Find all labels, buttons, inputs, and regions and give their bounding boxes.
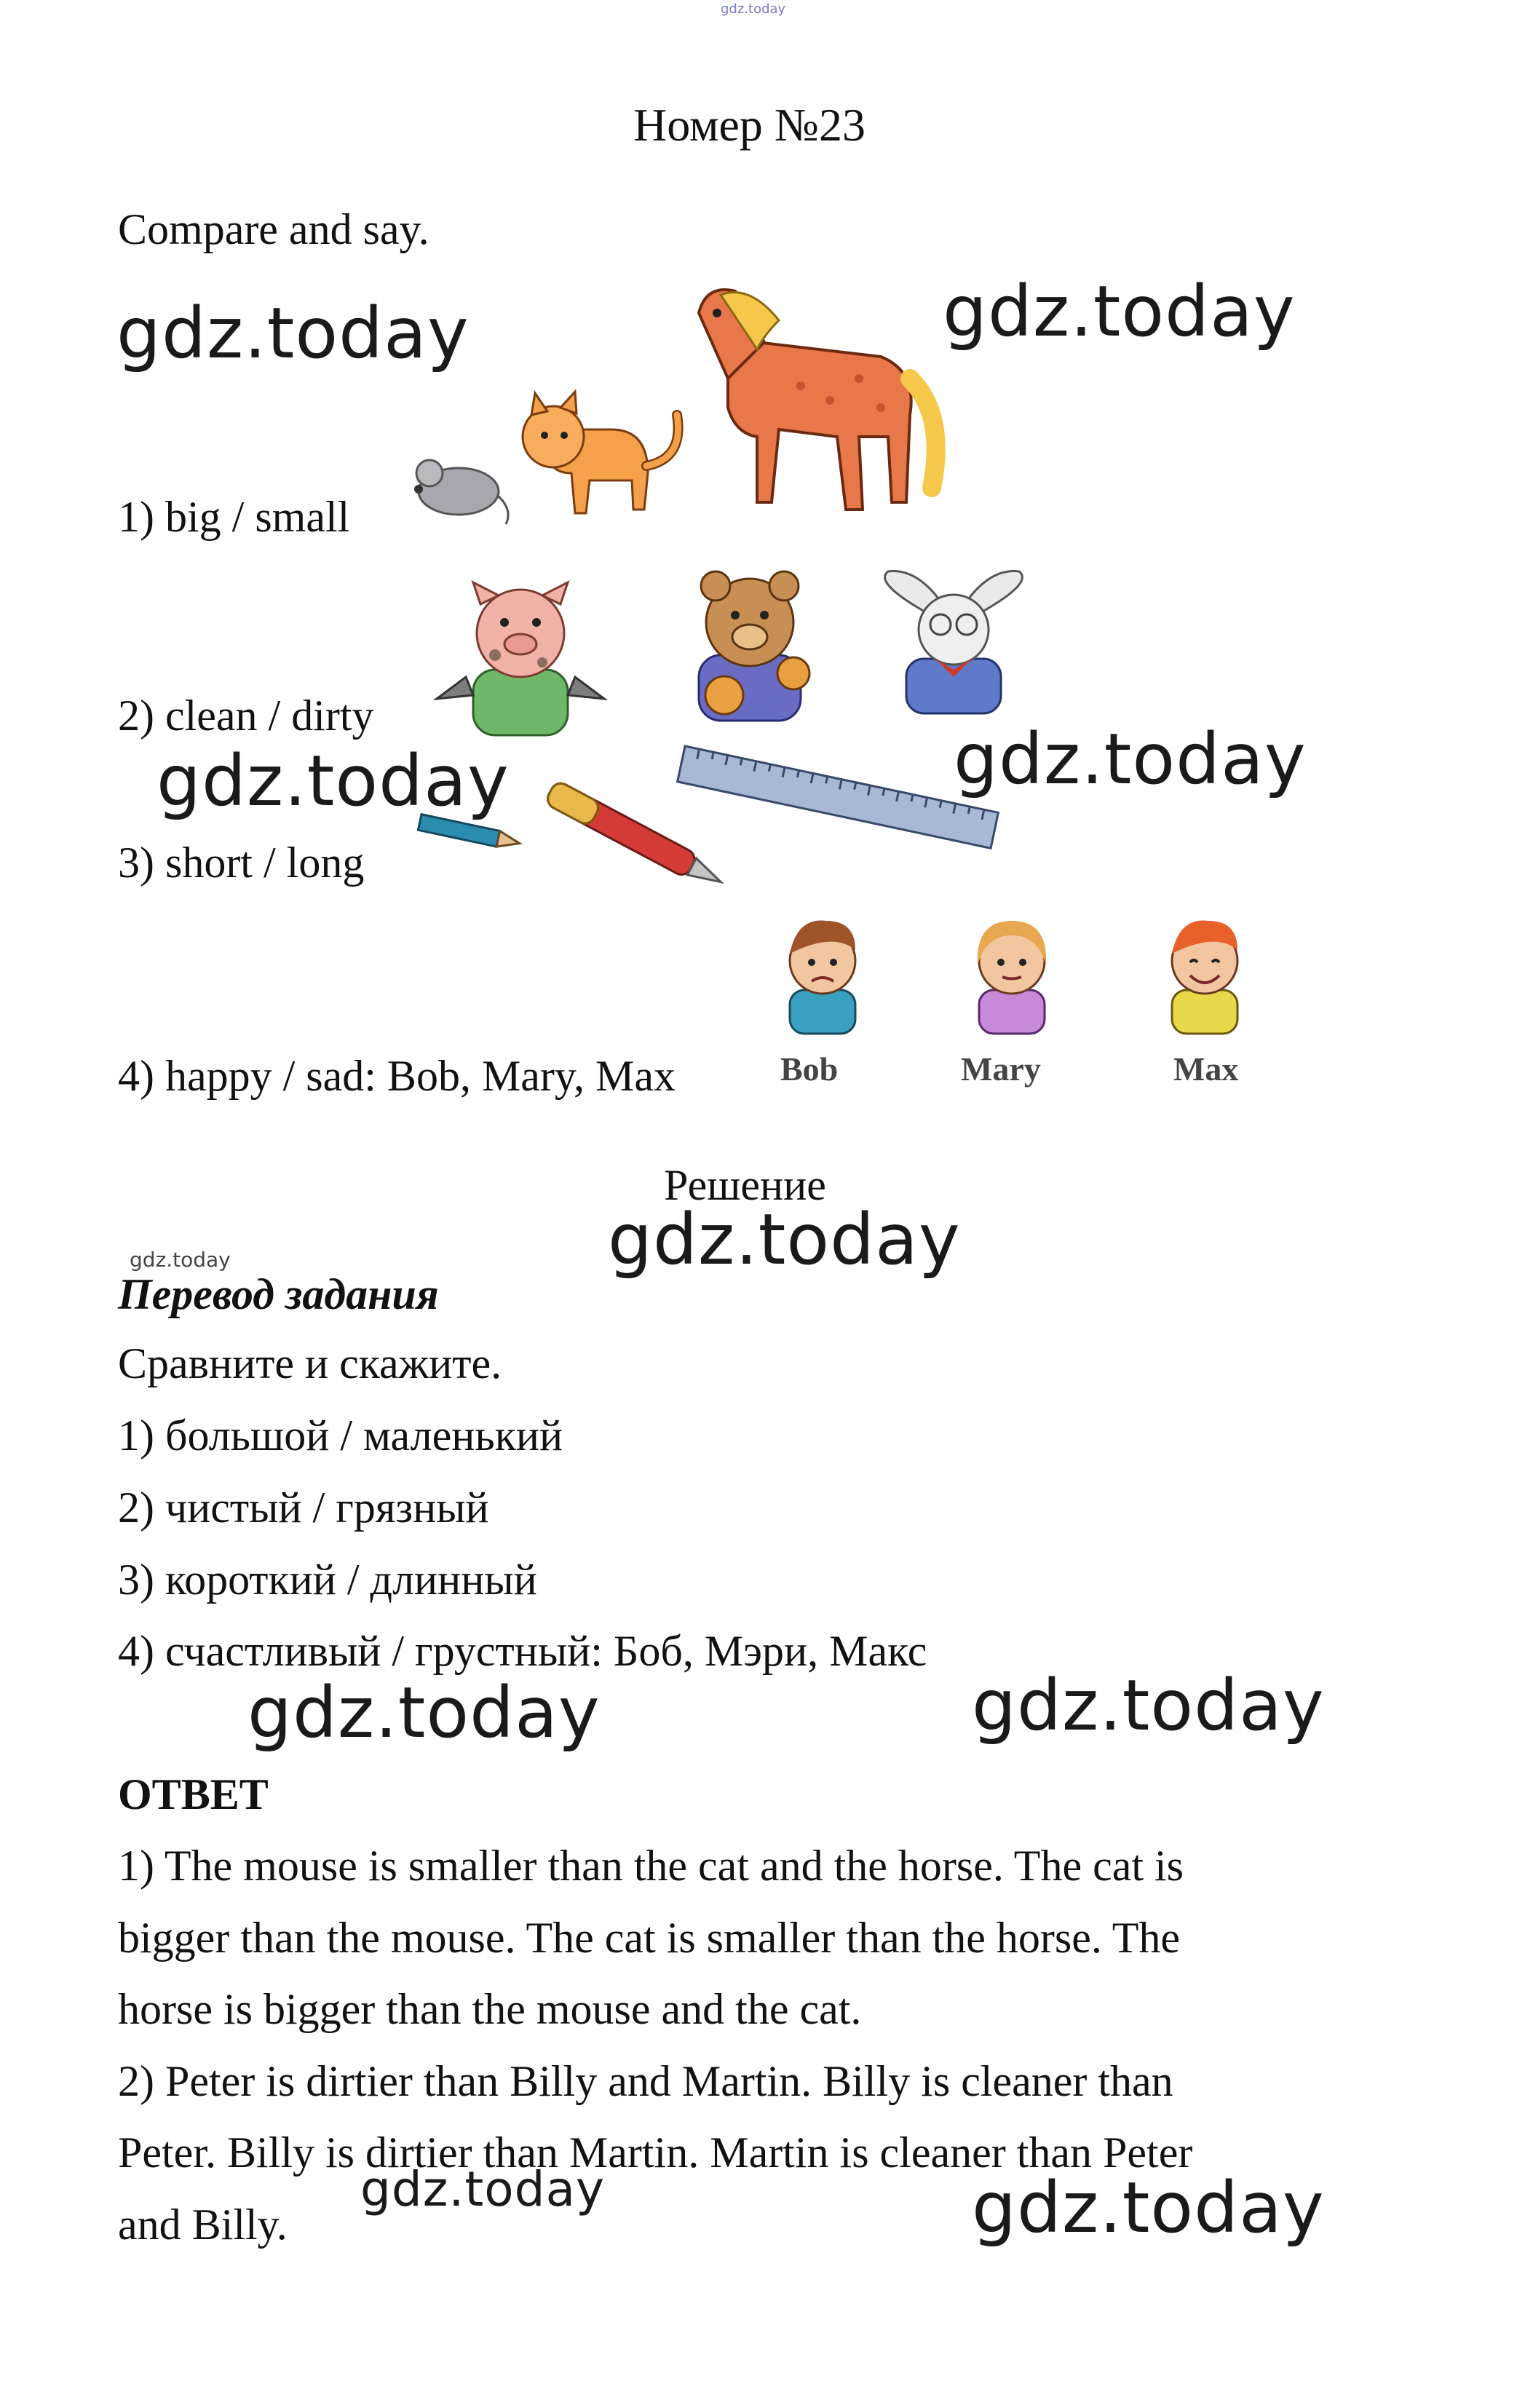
translation-line-0: Сравните и скажите.	[118, 1339, 502, 1387]
page-title: Номер №23	[633, 99, 866, 151]
watermark: gdz.today	[972, 1665, 1325, 1746]
translation-line-1: 1) большой / маленький	[118, 1411, 563, 1460]
answer-line-4: Peter. Billy is dirtier than Martin. Martin is cleaner than Peter	[118, 2128, 1193, 2177]
max-illustration	[1157, 910, 1252, 1034]
watermark: gdz.today	[608, 1199, 961, 1280]
answer-line-2: horse is bigger than the mouse and the cat.	[118, 1985, 862, 2033]
translation-line-2: 2) чистый / грязный	[118, 1484, 489, 1532]
rabbit-illustration	[874, 568, 1034, 713]
translation-line-3: 3) короткий / длинный	[118, 1556, 537, 1604]
kid-label-max: Max	[1173, 1050, 1239, 1088]
watermark: gdz.today	[157, 740, 510, 822]
kid-label-mary: Mary	[961, 1050, 1041, 1088]
watermark: gdz.today	[954, 718, 1307, 800]
watermark: gdz.today	[943, 271, 1296, 352]
task-instruction: Compare and say.	[118, 205, 429, 253]
horse-illustration	[655, 269, 946, 531]
task-item-1: 1) big / small	[118, 493, 350, 541]
answer-line-1: bigger than the mouse. The cat is smaller than the horse. The	[118, 1914, 1181, 1962]
watermark: gdz.today	[972, 2167, 1325, 2249]
bob-illustration	[775, 910, 870, 1034]
kid-label-bob: Bob	[780, 1050, 839, 1088]
answer-line-5: and Billy.	[118, 2201, 288, 2249]
top-watermark: gdz.today	[721, 1, 786, 17]
translation-heading: Перевод задания	[118, 1270, 439, 1318]
mouse-illustration	[397, 444, 513, 531]
answer-heading: ОТВЕТ	[118, 1770, 269, 1818]
answer-line-0: 1) The mouse is smaller than the cat and the horse. The cat is	[118, 1842, 1184, 1890]
task-item-3: 3) short / long	[118, 839, 365, 887]
translation-line-4: 4) счастливый / грустный: Боб, Мэри, Макс	[118, 1627, 927, 1675]
watermark: gdz.today	[247, 1672, 601, 1754]
bear-illustration	[666, 568, 848, 721]
watermark: gdz.today	[360, 2161, 606, 2217]
watermark: gdz.today	[116, 293, 470, 374]
answer-line-3: 2) Peter is dirtier than Billy and Martin. Billy is cleaner than	[118, 2057, 1173, 2105]
task-item-4: 4) happy / sad: Bob, Mary, Max	[118, 1052, 676, 1100]
small-watermark: gdz.today	[130, 1248, 231, 1272]
solution-heading: Решение	[664, 1161, 826, 1209]
pig-illustration	[422, 575, 619, 735]
mary-illustration	[965, 910, 1059, 1034]
task-item-2: 2) clean / dirty	[118, 692, 374, 740]
